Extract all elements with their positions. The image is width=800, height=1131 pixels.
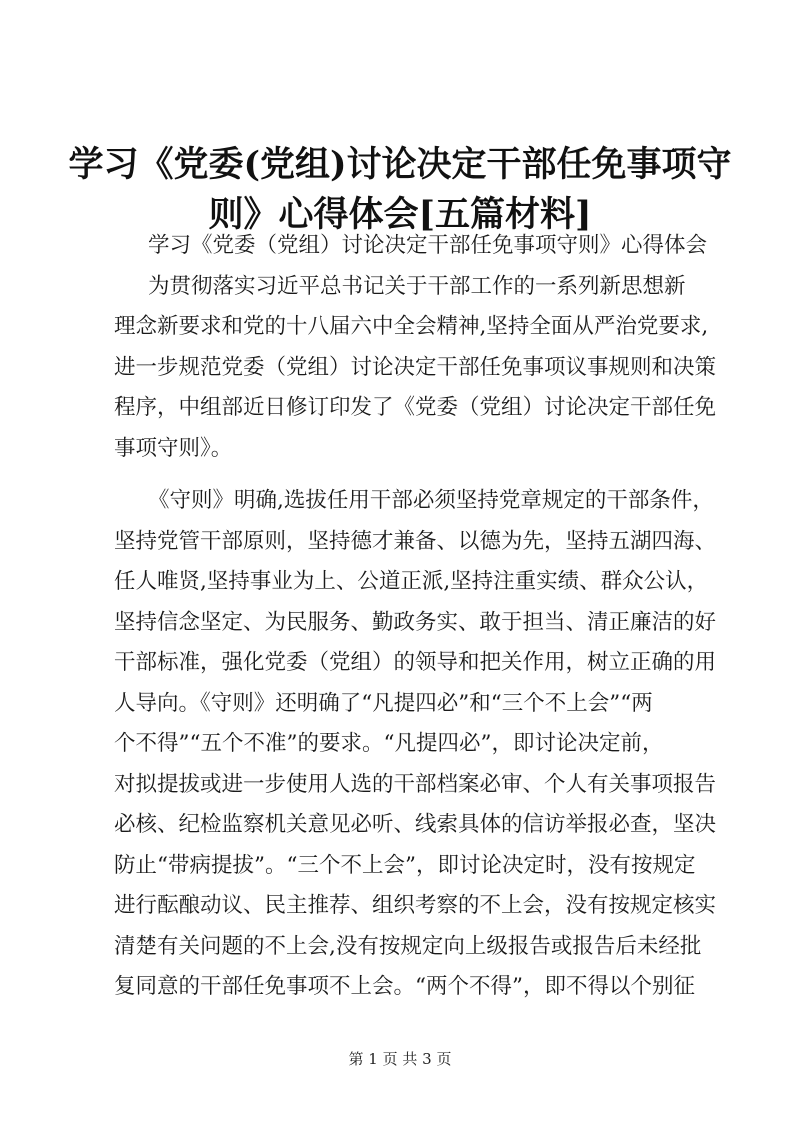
text-line: 进一步规范党委（党组）讨论决定干部任免事项议事规则和决策 [114, 354, 717, 380]
document-body [114, 226, 717, 1008]
text-line: 理念新要求和党的十八届六中全会精神,坚持全面从严治党要求, [114, 314, 709, 339]
title-line-1: 学习《党委(党组)讨论决定干部任免事项守 [68, 144, 732, 185]
text-line: 对拟提拔或进一步使用人选的干部档案必审、个人有关事项报告 [114, 771, 717, 797]
text-line: 必核、纪检监察机关意见必听、线索具体的信访举报必查，坚决 [114, 812, 717, 837]
text-line: 防止“带病提拔”。“三个不上会”，即讨论决定时，没有按规定 [114, 852, 696, 878]
text-line: 进行酝酿动议、民主推荐、组织考察的不上会，没有按规定核实 [114, 893, 717, 918]
text-line: 事项守则》。 [114, 435, 233, 461]
text-line: 为贯彻落实习近平总书记关于干部工作的一系列新思想新 [148, 273, 686, 299]
paragraph-spacer [114, 469, 714, 481]
text-line: 清楚有关问题的不上会,没有按规定向上级报告或报告后未经批 [114, 933, 702, 959]
document-title [60, 140, 740, 240]
paragraph-1 [114, 267, 717, 470]
text-line: 干部标准，强化党委（党组）的领导和把关作用，树立正确的用 [114, 650, 717, 675]
text-line: 复同意的干部任免事项不上会。“两个不得”，即不得以个别征 [114, 974, 695, 999]
text-line: 人导向。《守则》还明确了“凡提四必”和“三个不上会”“两 [114, 690, 653, 716]
text-line: 坚持信念坚定、为民服务、勤政务实、敢于担当、清正廉洁的好 [114, 609, 717, 635]
document-subtitle: 学习《党委（党组）讨论决定干部任免事项守则》心得体会 [148, 233, 708, 258]
page-number-footer: 第 1 页 共 3 页 [348, 1050, 452, 1068]
text-line: 任人唯贤,坚持事业为上、公道正派,坚持注重实绩、群众公认， [114, 569, 709, 594]
paragraph-2 [114, 481, 717, 1008]
text-line: 个不得”“五个不准”的要求。“凡提四必”，即讨论决定前， [114, 731, 664, 756]
text-line: 程序，中组部近日修订印发了《党委（党组）讨论决定干部任免 [114, 395, 717, 420]
title-line-2: 则》心得体会[五篇材料] [208, 194, 592, 235]
text-line: 《守则》明确,选拔任用干部必须坚持党章规定的干部条件， [148, 488, 714, 513]
text-line: 坚持党管干部原则，坚持德才兼备、以德为先，坚持五湖四海、 [114, 528, 717, 554]
